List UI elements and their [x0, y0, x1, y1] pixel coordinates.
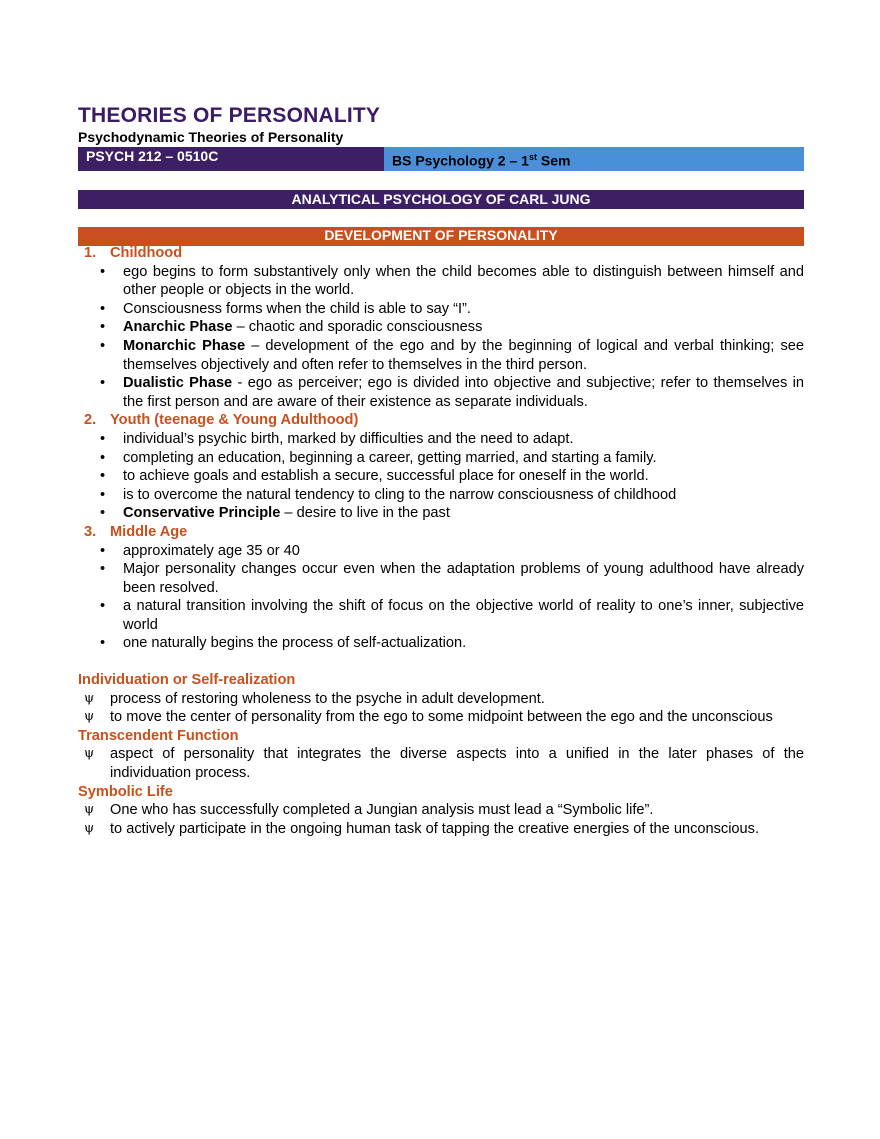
stage-number: 3. [84, 523, 97, 540]
stage-number: 2. [84, 412, 97, 429]
stage-heading [84, 411, 804, 430]
psi-bullet-icon: ψ [84, 709, 95, 725]
list-item [78, 504, 804, 523]
program-label: BS Psychology 2 – 1st Sem [384, 147, 804, 171]
stages-list [78, 244, 804, 653]
stage-bullet-list [78, 430, 804, 523]
stage-number: 1. [84, 245, 97, 261]
page-title: THEORIES OF PERSONALITY [78, 104, 381, 127]
topic-band: ANALYTICAL PSYCHOLOGY OF CARL JUNG [78, 190, 804, 209]
list-item [78, 449, 804, 468]
list-item [78, 300, 804, 319]
list-item [78, 745, 804, 782]
psi-bullet-icon: ψ [84, 746, 95, 762]
stage-bullet-list [78, 542, 804, 654]
stage-title: Middle Age [110, 523, 188, 540]
list-item [78, 634, 804, 653]
item-text: a natural transition involving the shift of focus on the objective world of reality to one’s inner, subjective world [123, 598, 804, 633]
item-text: completing an education, beginning a career, getting married, and starting a family. [123, 449, 657, 466]
page-subtitle: Psychodynamic Theories of Personality [78, 129, 344, 145]
term-label: Conservative Principle [123, 505, 281, 522]
list-item [78, 597, 804, 634]
list-item [78, 374, 804, 411]
list-item [78, 430, 804, 449]
stage-bullet-list [78, 263, 804, 412]
list-item [78, 560, 804, 597]
item-text: one naturally begins the process of self-actualization. [123, 635, 467, 652]
item-text: Major personality changes occur even when the adaptation problems of young adulthood have already been resolved. [123, 561, 804, 596]
item-text: aspect of personality that integrates the diverse aspects into a unified in the later phases of the individuation process. [110, 746, 804, 782]
list-item [78, 542, 804, 561]
item-text: Consciousness forms when the child is able to say “I”. [123, 300, 471, 317]
content-body [78, 244, 804, 838]
item-text: individual’s psychic birth, marked by difficulties and the need to adapt. [123, 430, 574, 447]
psi-bullet-icon: ψ [84, 802, 95, 818]
item-text: to move the center of personality from the ego to some midpoint between the ego and the unconscious [110, 709, 773, 726]
concept-heading: Transcendent Function [78, 727, 239, 744]
item-text: approximately age 35 or 40 [123, 542, 300, 559]
stage-title: Childhood [110, 245, 183, 261]
psi-bullet-icon: ψ [84, 820, 95, 836]
list-item [78, 263, 804, 300]
course-bar [78, 147, 804, 171]
item-text: - ego as perceiver; ego is divided into objective and subjective; refer to themselves in the first person and are aware of their existence as separate individuals. [123, 375, 804, 410]
concept-list [78, 801, 804, 838]
concept-list [78, 745, 804, 782]
list-item [78, 337, 804, 374]
concept-list [78, 690, 804, 727]
list-item [78, 318, 804, 337]
list-item [78, 690, 804, 709]
list-item [78, 820, 804, 839]
psi-bullet-icon: ψ [84, 690, 95, 706]
list-item [78, 708, 804, 727]
concept-heading: Individuation or Self-realization [78, 672, 296, 689]
stage-heading [84, 523, 804, 542]
item-text: to achieve goals and establish a secure, successful place for oneself in the world. [123, 468, 649, 485]
item-text: – chaotic and sporadic consciousness [232, 319, 483, 336]
item-text: – desire to live in the past [280, 505, 450, 522]
concept-heading: Symbolic Life [78, 783, 173, 800]
term-label: Dualistic Phase [123, 375, 233, 392]
item-text: is to overcome the natural tendency to cling to the narrow consciousness of childhood [123, 486, 677, 503]
item-text: ego begins to form substantively only when the child becomes able to distinguish between himself and other people or objects in the world. [123, 263, 804, 299]
list-item [78, 467, 804, 486]
list-item [78, 486, 804, 505]
item-text: process of restoring wholeness to the psyche in adult development. [110, 690, 545, 707]
term-label: Monarchic Phase [123, 337, 246, 354]
course-code: PSYCH 212 – 0510C [78, 147, 384, 171]
stage-title: Youth (teenage & Young Adulthood) [110, 412, 359, 429]
stage-heading [84, 244, 804, 263]
term-label: Anarchic Phase [123, 319, 233, 336]
section-band: DEVELOPMENT OF PERSONALITY [78, 227, 804, 246]
list-item [78, 801, 804, 820]
item-text: – development of the ego and by the beginning of logical and verbal thinking; see themselves objectively and often refer to themselves in the third person. [123, 337, 804, 373]
item-text: One who has successfully completed a Jungian analysis must lead a “Symbolic life”. [110, 802, 654, 819]
item-text: to actively participate in the ongoing human task of tapping the creative energies of the unconscious. [110, 820, 760, 837]
concepts-list [78, 671, 804, 838]
